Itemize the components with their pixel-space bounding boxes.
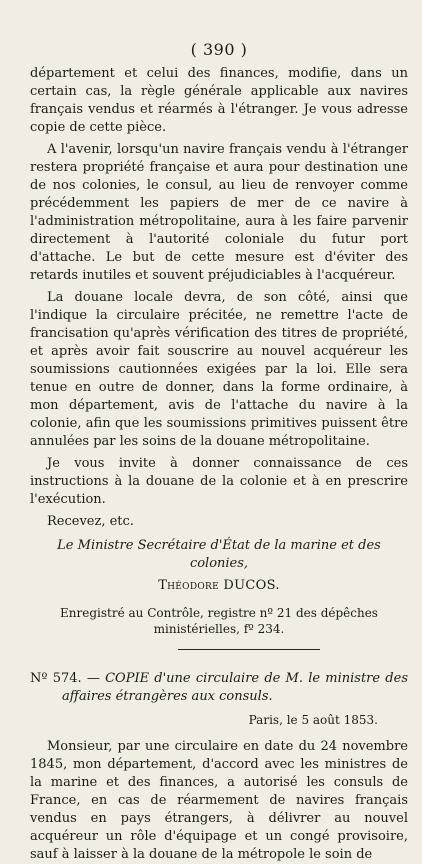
section-title: COPIE d'une circulaire de M. le ministre des affaires étrangères aux consuls. (62, 671, 408, 704)
paragraph-local-customs: La douane locale devra, de son côté, ainsi que l'indique la circulaire précitée, ne remettre l'acte de francisation qu'après vérification des titres de propriété, et après avoir fait souscrire au nouvel acquéreur les soumissions cautionnées exigées par la loi. Elle sera tenue en outre de donner, dans la forme ordinaire, à mon département, avis de l'attache du navire à la colonie, afin que les soumissions primitives puissent être annulées par les soins de la douane métropolitaine. (30, 290, 408, 449)
paragraph-closing: Recevez, etc. (47, 514, 134, 529)
section-heading (30, 670, 408, 706)
section-number: Nº 574. — (30, 671, 100, 686)
section-divider (178, 649, 320, 650)
paragraph-future-procedure: A l'avenir, lorsqu'un navire français vendu à l'étranger restera propriété française et aura pour destination une de nos colonies, le consul, au lieu de renvoyer comme précédemment les papiers de mer de ce navire à l'administration métropolitaine, aura à les faire parvenir directement à l'autorité coloniale du futur port d'attache. Le but de cette mesure est d'éviter des retards inutiles et souvent préjudiciables à l'acquéreur. (30, 142, 408, 283)
section-date: Paris, le 5 août 1853. (248, 713, 378, 727)
paragraph-continuation: département et celui des finances, modifie, dans un certain cas, la règle générale applicable aux navires français vendus et réarmés à l'étranger. Je vous adresse copie de cette pièce. (30, 66, 408, 135)
signature-title: Le Ministre Secrétaire d'État de la marine et des colonies, (57, 538, 381, 571)
page-number: ( 390 ) (190, 40, 248, 59)
registry-note: Enregistré au Contrôle, registre nº 21 des dépêches ministérielles, fº 234. (60, 606, 378, 636)
paragraph-instructions: Je vous invite à donner connaissance de ces instructions à la douane de la colonie et à en prescrire l'exécution. (30, 456, 408, 507)
signature-name: Théodore DUCOS. (158, 578, 280, 593)
paragraph-circular-body: Monsieur, par une circulaire en date du 24 novembre 1845, mon département, d'accord avec les ministres de la marine et des finances, a autorisé les consuls de France, en cas de réarmement de navires français vendus en pays étrangers, à délivrer au nouvel acquéreur un rôle d'équipage et un congé provisoire, sauf à laisser à la douane de la métropole le soin de (30, 739, 408, 862)
